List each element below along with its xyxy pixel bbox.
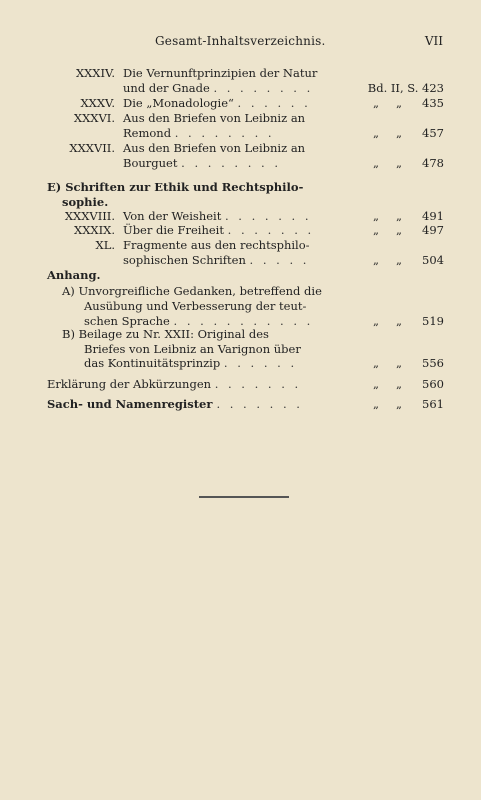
entry-page: 435 bbox=[422, 96, 444, 110]
leader-dots: . . . . . bbox=[249, 253, 310, 267]
leader-dots: . . . . . . bbox=[223, 356, 298, 370]
section-heading-cont: sophie. bbox=[62, 195, 109, 209]
entry-page: 560 bbox=[422, 377, 444, 391]
leader-dots: . . . . . . bbox=[237, 96, 311, 110]
entry-page: 478 bbox=[422, 156, 444, 170]
section-heading: E) Schriften zur Ethik und Rechtsphilo- bbox=[47, 180, 304, 194]
anhang-b-title-cont: Briefes von Leibniz an Varignon über bbox=[84, 342, 301, 356]
ditto-mark: „ bbox=[396, 397, 402, 411]
running-header bbox=[48, 34, 443, 54]
ditto-mark: „ bbox=[373, 377, 379, 391]
entry-title: Aus den Briefen von Leibniz an bbox=[123, 141, 306, 155]
entry-ref: Bd. II, S. 423 bbox=[367, 81, 444, 95]
entry-page: 519 bbox=[422, 314, 444, 328]
entry-title-cont: Bourguet bbox=[123, 156, 178, 170]
entry-number: XXXVII. bbox=[69, 141, 115, 155]
ditto-mark: „ bbox=[396, 96, 402, 110]
ditto-mark: „ bbox=[396, 356, 402, 370]
entry-title: Über die Freiheit bbox=[123, 223, 224, 237]
ditto-mark: „ bbox=[396, 377, 402, 391]
entry-title: Die „Monadologie“ bbox=[123, 96, 234, 110]
ditto-mark: „ bbox=[373, 209, 379, 223]
running-title: Gesamt-Inhaltsverzeichnis. bbox=[155, 34, 326, 48]
ditto-mark: „ bbox=[373, 126, 379, 140]
anhang-a-title-cont: Ausübung und Verbesserung der teut- bbox=[84, 299, 307, 313]
ditto-mark: „ bbox=[396, 314, 402, 328]
anhang-a-title: A) Unvorgreifliche Gedanken, betreffend die bbox=[62, 284, 322, 298]
entry-number: XXXIX. bbox=[74, 223, 115, 237]
leader-dots: . . . . . . . . bbox=[181, 156, 281, 170]
ditto-mark: „ bbox=[396, 156, 402, 170]
anhang-b-title: B) Beilage zu Nr. XXII: Original des bbox=[62, 327, 269, 341]
entry-page: 561 bbox=[422, 397, 444, 411]
entry-title: Die Vernunftprinzipien der Natur bbox=[123, 66, 318, 80]
leader-dots: . . . . . . . bbox=[216, 397, 303, 411]
ditto-mark: „ bbox=[396, 253, 402, 267]
ditto-mark: „ bbox=[396, 223, 402, 237]
entry-number: XXXVIII. bbox=[64, 209, 115, 223]
anhang-a-title-cont: schen Sprache bbox=[84, 314, 170, 328]
entry-page: 491 bbox=[422, 209, 444, 223]
ditto-mark: „ bbox=[373, 356, 379, 370]
entry-title: Fragmente aus den rechtsphilo- bbox=[123, 238, 310, 252]
leader-dots: . . . . . . . bbox=[227, 223, 315, 237]
entry-page: 504 bbox=[422, 253, 444, 267]
end-rule bbox=[199, 496, 289, 498]
entry-title-cont: und der Gnade bbox=[123, 81, 210, 95]
entry-title-cont: Remond bbox=[123, 126, 172, 140]
page-number: VII bbox=[424, 34, 443, 48]
leader-dots: . . . . . . . bbox=[214, 377, 302, 391]
entry-number: XXXVI. bbox=[73, 111, 115, 125]
entry-page: 556 bbox=[422, 356, 444, 370]
leader-dots: . . . . . . . . bbox=[213, 81, 314, 95]
ditto-mark: „ bbox=[373, 314, 379, 328]
anhang-heading: Anhang. bbox=[47, 268, 101, 282]
leader-dots: . . . . . . . . . . . bbox=[173, 314, 314, 328]
ditto-mark: „ bbox=[373, 223, 379, 237]
entry-page: 457 bbox=[422, 126, 444, 140]
entry-page: 497 bbox=[422, 223, 444, 237]
ditto-mark: „ bbox=[373, 253, 379, 267]
ditto-mark: „ bbox=[396, 126, 402, 140]
anhang-b-title-cont: das Kontinuitätsprinzip bbox=[84, 356, 221, 370]
ditto-mark: „ bbox=[373, 156, 379, 170]
entry-number: XXXV. bbox=[80, 96, 115, 110]
entry-title: Erklärung der Abkürzungen bbox=[47, 377, 212, 391]
ditto-mark: „ bbox=[396, 209, 402, 223]
ditto-mark: „ bbox=[373, 96, 379, 110]
ditto-mark: „ bbox=[373, 397, 379, 411]
entry-title: Sach- und Namenregister bbox=[47, 397, 213, 411]
entry-number: XXXIV. bbox=[75, 66, 115, 80]
entry-number: XL. bbox=[95, 238, 115, 252]
entry-title: Von der Weisheit bbox=[123, 209, 222, 223]
entry-title: Aus den Briefen von Leibniz an bbox=[123, 111, 306, 125]
leader-dots: . . . . . . . . bbox=[174, 126, 275, 140]
entry-title-cont: sophischen Schriften bbox=[123, 253, 246, 267]
leader-dots: . . . . . . . bbox=[225, 209, 312, 223]
